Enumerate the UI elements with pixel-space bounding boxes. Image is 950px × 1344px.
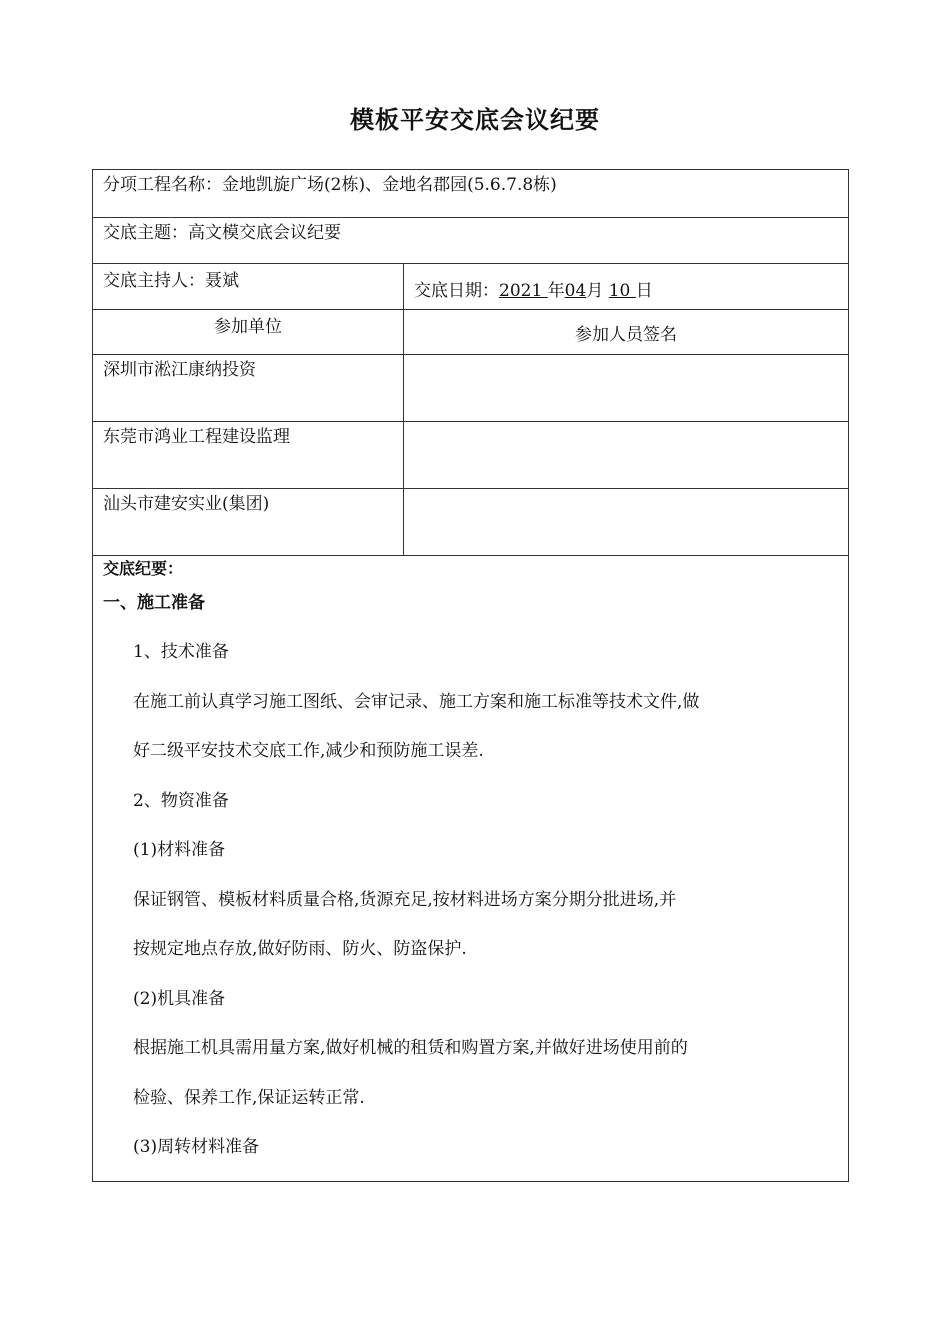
unit-name: 汕头市建安实业(集团) [93, 489, 404, 556]
project-cell [93, 170, 849, 218]
notes-line: (1)材料准备 [133, 840, 226, 860]
date-cell [404, 264, 849, 310]
topic-row [93, 218, 849, 264]
notes-cell [93, 556, 849, 1182]
notes-line: (3)周转材料准备 [133, 1137, 260, 1157]
notes-row [93, 556, 849, 1182]
date-month: 04 [564, 281, 587, 301]
host-value: 聂斌 [205, 271, 239, 291]
host-cell [93, 264, 404, 310]
signature-cell[interactable] [404, 489, 849, 556]
notes-line: 按规定地点存放,做好防雨、防火、防盗保护. [133, 939, 467, 959]
date-day: 10 [608, 281, 631, 301]
project-row [93, 170, 849, 218]
host-label: 交底主持人： [103, 271, 205, 291]
notes-line: 1、技术准备 [133, 642, 229, 662]
date-day-unit: 日 [635, 281, 653, 301]
notes-line: 保证钢管、模板材料质量合格,货源充足,按材料进场方案分期分批进场,并 [133, 889, 677, 910]
topic-value: 高文模交底会议纪要 [188, 223, 341, 243]
notes-line: 检验、保养工作,保证运转正常. [133, 1087, 365, 1108]
notes-label: 交底纪要： [103, 559, 184, 578]
section-heading: 一、施工准备 [103, 593, 205, 613]
project-value: 金地凯旋广场(2栋)、金地名郡园(5.6.7.8栋) [222, 175, 557, 195]
notes-line: 2、物资准备 [133, 790, 229, 811]
topic-label: 交底主题： [103, 223, 188, 243]
date-month-unit: 月 [586, 281, 604, 301]
host-date-row [93, 264, 849, 310]
meeting-minutes-table [92, 169, 849, 1182]
unit-name: 东莞市鸿业工程建设监理 [93, 422, 404, 489]
unit-row [93, 355, 849, 422]
signature-cell[interactable] [404, 422, 849, 489]
date-label: 交底日期： [414, 281, 499, 301]
unit-header: 参加单位 [93, 310, 404, 355]
notes-line: 根据施工机具需用量方案,做好机械的租赁和购置方案,并做好进场使用前的 [133, 1038, 688, 1058]
notes-line: (2)机具准备 [133, 988, 226, 1009]
unit-row [93, 422, 849, 489]
date-year-unit: 年 [547, 281, 565, 301]
topic-cell [93, 218, 849, 264]
unit-row [93, 489, 849, 556]
notes-line: 好二级平安技术交底工作,减少和预防施工误差. [133, 741, 484, 761]
date-year: 2021 [499, 281, 543, 301]
notes-line: 在施工前认真学习施工图纸、会审记录、施工方案和施工标准等技术文件,做 [133, 691, 700, 712]
project-label: 分项工程名称： [103, 175, 222, 195]
attendance-header-row [93, 310, 849, 355]
signature-cell[interactable] [404, 355, 849, 422]
unit-name: 深圳市淞江康纳投资 [93, 355, 404, 422]
signature-header: 参加人员签名 [404, 310, 849, 355]
document-title: 模板平安交底会议纪要 [350, 106, 600, 134]
